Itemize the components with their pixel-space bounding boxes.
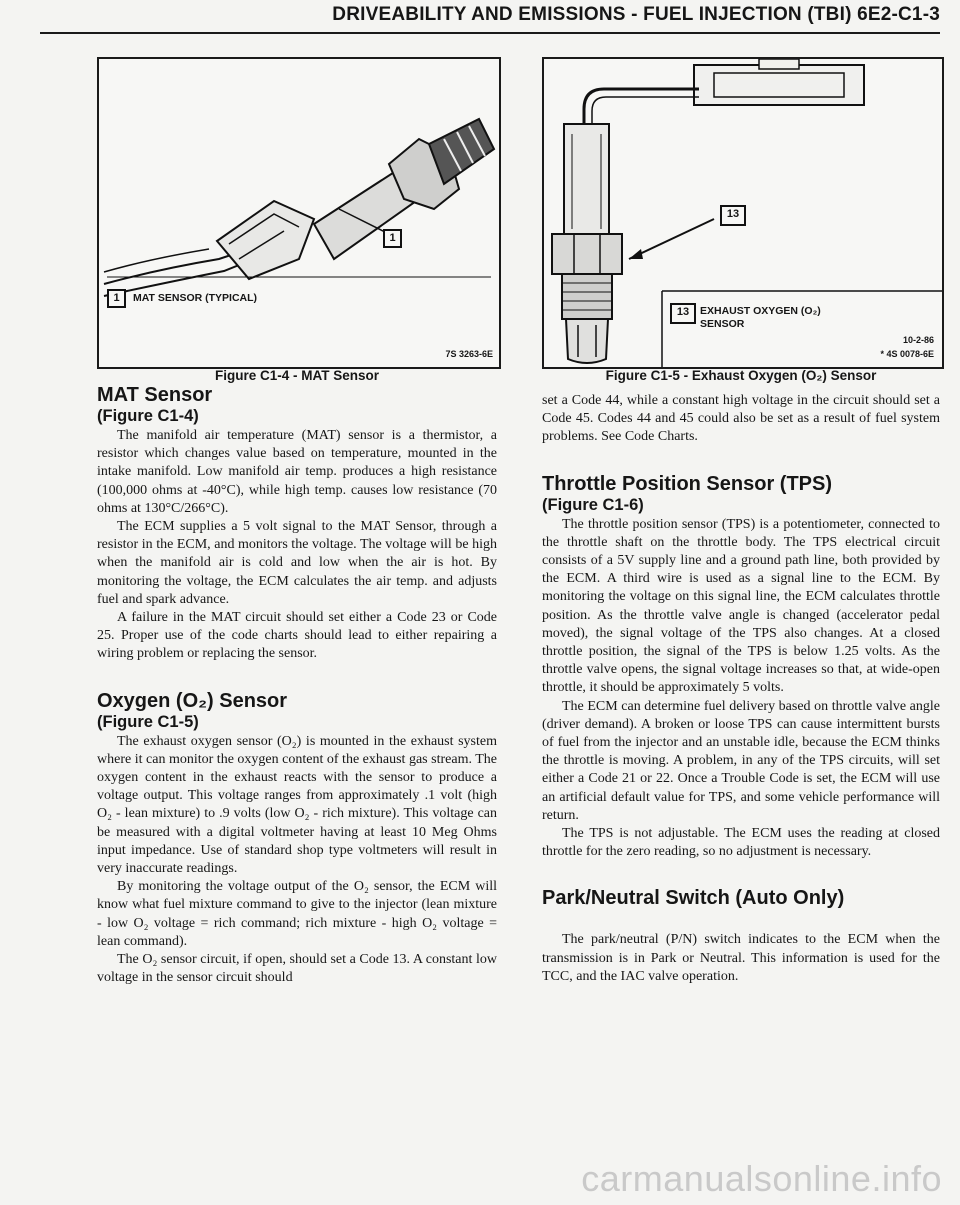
figure-o2-sensor [542, 57, 944, 369]
left-column [97, 384, 497, 987]
legend-number-13: 13 [670, 303, 696, 324]
paragraph-continued: set a Code 44, while a constant high voltage in the circuit should set a Code 45. Codes 44 and 45 could also be set as a result of fuel system problems. See Code Charts. [542, 393, 940, 445]
right-column [542, 392, 940, 986]
figure-part-number: 7S 3263-6E [445, 349, 493, 359]
legend-text-o2-line2: SENSOR [700, 318, 745, 330]
figure-caption-o2: Figure C1-5 - Exhaust Oxygen (O₂) Sensor [605, 368, 877, 383]
legend-text-o2-line1: EXHAUST OXYGEN (O₂) [700, 305, 821, 317]
paragraph-o2-2: By monitoring the voltage output of the O₂ sensor, the ECM will know what fuel mixture command to give to the injector (lean mixture - low O₂ voltage = rich command; rich mixture - high O₂ voltage = lean command). [97, 879, 497, 949]
figure-callout-1: 1 [383, 229, 402, 248]
header-rule [40, 32, 940, 34]
figure-part-number-o2: * 4S 0078-6E [880, 349, 934, 359]
heading-park-neutral: Park/Neutral Switch (Auto Only) [542, 887, 845, 910]
paragraph-o2-3: The O₂ sensor circuit, if open, should set a Code 13. A constant low voltage in the sensor circuit should [97, 952, 497, 986]
heading-oxygen-sensor: Oxygen (O₂) Sensor [97, 689, 288, 712]
subheading-figure-c1-6: (Figure C1-6) [542, 495, 644, 514]
paragraph-pn-1: The park/neutral (P/N) switch indicates to the ECM when the transmission is in Park or Neutral. This information is used for the TCC, and the IAC valve operation. [542, 932, 940, 984]
figure-caption-mat: Figure C1-4 - MAT Sensor [214, 368, 380, 383]
paragraph-tps-1: The throttle position sensor (TPS) is a potentiometer, connected to the throttle shaft on the throttle body. The TPS electrical circuit consists of a 5V supply line and a ground path line, both provided by the ECM. A third wire is used as a signal line to the ECM. By monitoring the voltage on this signal line, the ECM calculates throttle position. As the throttle valve angle is changed (accelerator pedal moved), the signal voltage of the TPS also changes. At a closed throttle position, the signal of the TPS is below 1.25 volts. As the throttle valve opens, the signal voltage increases so that, at wide-open throttle, it should be approximately 5 volts. [542, 516, 940, 696]
subheading-figure-c1-4: (Figure C1-4) [97, 407, 199, 425]
paragraph-mat-1: The manifold air temperature (MAT) sensor is a thermistor, a resistor which changes value based on temperature, mounted in the intake manifold. Low manifold air temp. produces a high resistance (100,000 ohms at -40°C), while high temp. causes low resistance (70 ohms at 130°C/266°C). [97, 428, 497, 516]
figure-callout-13: 13 [720, 205, 746, 226]
legend-text-mat: MAT SENSOR (TYPICAL) [133, 292, 258, 304]
subheading-figure-c1-5: (Figure C1-5) [97, 712, 199, 731]
mat-sensor-illustration [99, 59, 499, 367]
figure-mat-sensor [97, 57, 501, 369]
legend-number-1: 1 [107, 289, 126, 308]
paragraph-tps-2: The ECM can determine fuel delivery based on throttle valve angle (driver demand). A broken or loose TPS can cause intermittent bursts of fuel from the injector and an unstable idle, because the ECM thinks the throttle is moving. A problem, in any of the TPS circuits, will set either a Code 21 or 22. Once a Trouble Code is set, the ECM will use an artificial default value for TPS, and some vehicle performance will return. [542, 698, 940, 823]
heading-tps: Throttle Position Sensor (TPS) [542, 472, 833, 495]
paragraph-o2-1: The exhaust oxygen sensor (O₂) is mounted in the exhaust system where it can monitor the oxygen content of the exhaust gas stream. The oxygen content in the exhaust reacts with the sensor to produce a voltage output. This voltage ranges from approximately .1 volt (high O₂ - lean mixture) to .9 volts (low O₂ - rich mixture). This voltage can be measured with a digital voltmeter having at least 10 Meg Ohms input impedance. Use of standard shop type voltmeters will result in very inaccurate readings. [97, 733, 497, 877]
figure-date: 10-2-86 [902, 335, 934, 345]
legend-text-o2 [700, 305, 821, 331]
paragraph-mat-2: The ECM supplies a 5 volt signal to the MAT Sensor, through a resistor in the ECM, and monitors the voltage. The voltage will be high when the manifold air is cold and low when the air is hot. By monitoring the voltage, the ECM calculates the air temp. and adjusts fuel and spark advance. [97, 519, 497, 607]
page-header: DRIVEABILITY AND EMISSIONS - FUEL INJECTION (TBI) 6E2-C1-3 [332, 4, 940, 25]
paragraph-tps-3: The TPS is not adjustable. The ECM uses the reading at closed throttle for the zero reading, so no adjustment is necessary. [542, 826, 940, 860]
heading-mat-sensor: MAT Sensor [97, 384, 213, 406]
watermark: carmanualsonline.info [581, 1158, 942, 1199]
paragraph-mat-3: A failure in the MAT circuit should set either a Code 23 or Code 25. Proper use of the code charts should lead to either repairing a wiring problem or replacing the sensor. [97, 610, 497, 662]
